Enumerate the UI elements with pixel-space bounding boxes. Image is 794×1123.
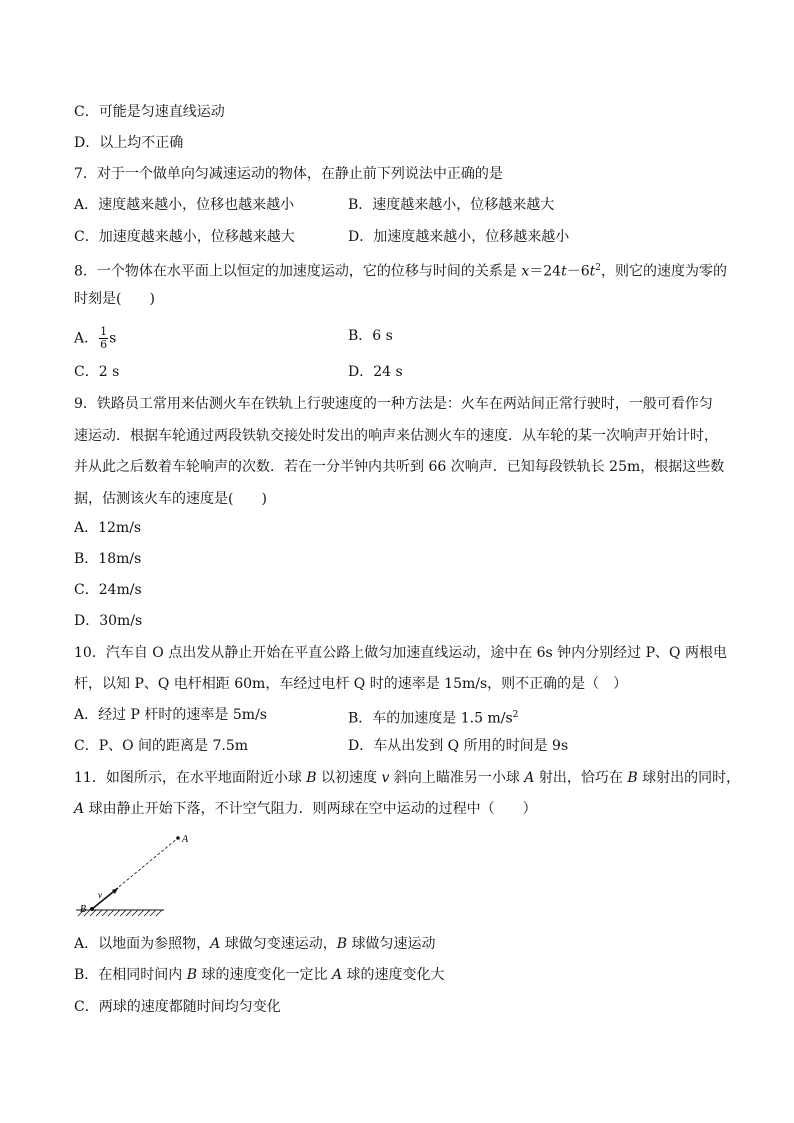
fraction-denominator: 6 [100, 338, 108, 351]
q10-line-2: 杆，以知 P、Q 电杆相距 60m，车经过电杆 Q 时的速率是 15m/s，则不正确的是（ ） [74, 676, 628, 692]
q8-stem-line1 [74, 258, 727, 282]
q8-stem-pre: 8．一个物体在水平面上以恒定的加速度运动，它的位移与时间的关系是 [74, 263, 522, 280]
q11-text: 球由静止开始下落，不计空气阻力．则两球在空中运动的过程中（ ） [84, 801, 537, 817]
label-a: A [182, 834, 189, 845]
q11-line-2 [74, 799, 537, 819]
q11-var-b: B [336, 936, 347, 952]
q8-option-d: D．24 s [348, 364, 403, 380]
projectile-figure [76, 830, 196, 920]
q9-line-4: 据，估测该火车的速度是( ) [74, 491, 267, 507]
q11-var-a: A [331, 967, 343, 983]
q11-var-b: B [627, 770, 638, 786]
q9-line-2: 速运动．根据车轮通过两段铁轨交接处时发出的响声来估测火车的速度．从车轮的某一次响声开始计时， [74, 428, 718, 444]
q7-stem: 7．对于一个做单向匀减速运动的物体，在静止前下列说法中正确的是 [74, 166, 503, 182]
q8-formula-t1: t [561, 263, 567, 280]
q11-option-a [74, 934, 435, 954]
q11-var-v: v [381, 770, 390, 786]
q8-option-a-unit: s [109, 330, 117, 347]
q11-var-a: A [74, 801, 85, 817]
q11-option-b [74, 965, 445, 985]
q7-option-c: C．加速度越来越小，位移越来越大 [74, 229, 295, 245]
q9-option-a: A．12m/s [74, 520, 142, 536]
q11-var-b: B [306, 770, 317, 786]
q11-text: 射出，恰巧在 [534, 770, 628, 786]
q10-option-d: D．车从出发到 Q 所用的时间是 9s [348, 738, 569, 754]
q10-option-c: C．P、O 间的距离是 7.5m [74, 738, 249, 754]
q8-stem-line2: 时刻是( ) [74, 291, 155, 307]
q8-formula-minus: －6 [566, 263, 590, 280]
q10-option-b-text: B．车的加速度是 1.5 m/s [348, 710, 513, 727]
q11-option-text: 球做匀变速运动， [220, 936, 337, 952]
q11-text: 以初速度 [316, 770, 382, 786]
ball-b [90, 907, 94, 911]
q8-option-a [74, 326, 116, 351]
q8-option-a-label: A． [74, 330, 99, 347]
ball-a [176, 836, 180, 840]
q8-formula-exponent: 2 [595, 263, 602, 273]
q9-line-3: 并从此之后数着车轮响声的次数．若在一分半钟内共听到 66 次响声．已知每段铁轨长 25m，根据这些数 [74, 459, 725, 475]
label-v: v [98, 890, 102, 900]
q8-option-c: C．2 s [74, 364, 120, 380]
q11-text: 斜向上瞄准另一小球 [389, 770, 525, 786]
q11-text: 球射出的同时， [637, 770, 741, 786]
q11-line-1 [74, 768, 740, 788]
ground-hatching [78, 910, 162, 916]
q8-formula-t2: t [589, 263, 596, 280]
label-b: B [80, 904, 87, 915]
q11-text: 11．如图所示，在水平地面附近小球 [74, 770, 307, 786]
q11-option-text: 球的速度变化一定比 [197, 967, 332, 983]
q8-formula-mid: ＝24 [529, 263, 562, 280]
q9-option-d: D．30m/s [74, 613, 143, 629]
q6-option-d: D．以上均不正确 [74, 135, 184, 151]
q11-option-text: B．在相同时间内 [74, 967, 187, 983]
q7-option-d: D．加速度越来越小，位移越来越小 [348, 229, 570, 245]
q10-line-1: 10．汽车自 O 点出发从静止开始在平直公路上做匀加速直线运动，途中在 6s 钟内分别经过 P、Q 两根电 [74, 645, 727, 661]
q9-option-c: C．24m/s [74, 582, 142, 598]
q11-option-text: A．以地面为参照物， [74, 936, 211, 952]
q9-line-1: 9．铁路员工常用来估测火车在铁轨上行驶速度的一种方法是：火车在两站间正常行驶时，一般可看作匀 [74, 396, 713, 412]
q11-option-text: 球的速度变化大 [342, 967, 445, 983]
q8-stem-post: ，则它的速度为零的 [601, 263, 728, 280]
q11-var-a: A [210, 936, 221, 952]
q10-option-b [348, 705, 518, 729]
q11-option-text: 球做匀速运动 [347, 936, 436, 952]
q9-option-b: B．18m/s [74, 551, 142, 567]
q7-option-a: A．速度越来越小，位移也越来越小 [74, 197, 295, 213]
q10-option-b-exponent: 2 [512, 710, 519, 720]
q6-option-c: C．可能是匀速直线运动 [74, 104, 225, 120]
q11-option-c: C．两球的速度都随时间均匀变化 [74, 999, 281, 1015]
q11-var-a: A [524, 770, 535, 786]
q8-formula-x: x [521, 263, 530, 280]
q10-option-a: A．经过 P 杆时的速率是 5m/s [74, 707, 267, 723]
q11-var-b: B [186, 967, 198, 983]
q8-option-a-fraction [99, 326, 108, 351]
q7-option-b: B．速度越来越小，位移越来越大 [348, 197, 555, 213]
q8-option-b: B．6 s [348, 328, 393, 344]
fraction-numerator: 1 [100, 325, 108, 338]
